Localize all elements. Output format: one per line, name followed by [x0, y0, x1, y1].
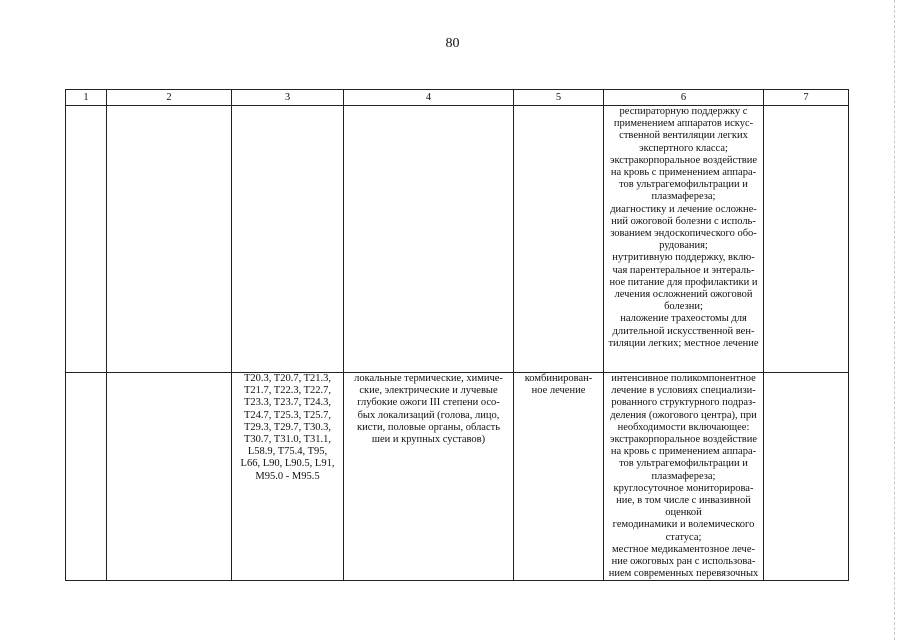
cell-text-line: оценкой	[665, 507, 702, 519]
cell-text-line: экспертного класса;	[639, 142, 728, 154]
cell-text-line: круглосуточное мониторирова-	[613, 482, 754, 494]
cell-text-line: L66, L90, L90.5, L91,	[240, 458, 335, 470]
cell-text-line: T30.7, T31.0, T31.1,	[243, 434, 332, 446]
row2-col7	[764, 373, 849, 581]
cell-text-line: статуса;	[665, 531, 702, 543]
cell-text-line: необходимости включающее:	[617, 421, 750, 433]
cell-text-line: плазмафереза;	[651, 470, 716, 482]
scan-edge-marks	[893, 0, 895, 640]
header-col-7: 7	[764, 90, 849, 106]
row1-col5	[514, 106, 604, 373]
row2-codes-cell	[232, 373, 344, 581]
row1-col1	[66, 106, 107, 373]
cell-text-line: плазмафереза;	[651, 191, 716, 203]
header-col-2: 2	[107, 90, 232, 106]
cell-text-line: рованного структурного подраз-	[611, 397, 756, 409]
cell-text-line: комбинирован-	[524, 373, 593, 384]
cell-text-line: L58.9, T75.4, T95,	[247, 446, 328, 458]
header-col-5: 5	[514, 90, 604, 106]
cell-text-line: T20.3, T20.7, T21.3,	[243, 373, 332, 384]
cell-text-line: местное медикаментозное лече-	[612, 543, 755, 555]
row1-col6	[604, 106, 764, 373]
cell-text-line: локальные термические, химиче-	[354, 373, 503, 384]
cell-text-line: нутритивную поддержку, вклю-	[612, 252, 755, 264]
cell-text-line: шеи и крупных суставов)	[371, 434, 486, 446]
row1-col7	[764, 106, 849, 373]
cell-text-line: болезни;	[664, 301, 703, 313]
cell-text-line: T23.3, T23.7, T24.3,	[243, 397, 332, 409]
cell-text-line: T24.7, T25.3, T25.7,	[243, 409, 332, 421]
cell-text-line: тиляции легких; местное лечение	[608, 337, 759, 349]
cell-text-line: диагностику и лечение осложне-	[610, 203, 757, 215]
cell-text-line: ное лечение	[531, 385, 586, 397]
cell-text-line: ские, электрические и лучевые	[359, 385, 498, 397]
cell-text-line: зованием эндоскопического обо-	[610, 228, 757, 240]
cell-text-line: глубокие ожоги III степени осо-	[357, 397, 500, 409]
cell-text-line: применением аппаратов искус-	[613, 118, 754, 130]
cell-text-line: лечение в условиях специализи-	[611, 385, 756, 397]
cell-text-line: ние, в том числе с инвазивной	[616, 495, 751, 507]
row2-treatment-type-cell	[514, 373, 604, 581]
cell-text-line: кисти, половые органы, область	[356, 421, 501, 433]
header-col-6: 6	[604, 90, 764, 106]
row2-description-cell	[344, 373, 514, 581]
cell-text-line: T21.7, T22.3, T22.7,	[243, 385, 332, 397]
row2-col2	[107, 373, 232, 581]
header-col-1: 1	[66, 90, 107, 106]
cell-text-line: интенсивное поликомпонентное	[611, 373, 756, 384]
row2-col1	[66, 373, 107, 581]
table-row	[66, 373, 849, 581]
cell-text-line: ное питание для профилактики и	[609, 276, 758, 288]
cell-text-line: респираторную поддержку с	[619, 106, 748, 117]
cell-text-line: экстракорпоральное воздействие	[609, 154, 758, 166]
cell-text-line: экстракорпоральное воздействие	[609, 434, 758, 446]
cell-text-line: чая парентеральное и энтераль-	[612, 264, 755, 276]
cell-text-line: ние ожоговых ран с использова-	[611, 556, 756, 568]
cell-text-line: ний ожоговой болезни с исполь-	[611, 215, 756, 227]
cell-text-line: рудования;	[659, 240, 708, 252]
page-number: 80	[445, 36, 460, 51]
cell-text-line: гемодинамики и волемического	[612, 519, 755, 531]
row2-method-cell	[604, 373, 764, 581]
header-col-4: 4	[344, 90, 514, 106]
table-row	[66, 106, 849, 373]
cell-text-line: M95.0 - M95.5	[255, 470, 320, 482]
cell-text-line: нием современных перевязочных	[608, 568, 759, 580]
cell-text-line: на кровь с применением аппара-	[610, 167, 757, 179]
cell-text-line: тов ультрагемофильтрации и	[619, 179, 748, 191]
cell-text-line: тов ультрагемофильтрации и	[619, 458, 748, 470]
row1-col3	[232, 106, 344, 373]
cell-text-line: деления (ожогового центра), при	[610, 409, 757, 421]
cell-text-line: ственной вентиляции легких	[619, 130, 748, 142]
header-row	[66, 90, 849, 106]
cell-text-line: T29.3, T29.7, T30.3,	[243, 421, 332, 433]
row1-col4	[344, 106, 514, 373]
cell-text-line: наложение трахеостомы для	[620, 313, 747, 325]
data-table	[65, 89, 849, 581]
cell-text-line: бых локализаций (голова, лицо,	[357, 409, 500, 421]
cell-text-line: лечения осложнений ожоговой	[614, 289, 753, 301]
row1-col2	[107, 106, 232, 373]
cell-text-line: на кровь с применением аппара-	[610, 446, 757, 458]
cell-text-line: длительной искусственной вен-	[612, 325, 755, 337]
header-col-3: 3	[232, 90, 344, 106]
